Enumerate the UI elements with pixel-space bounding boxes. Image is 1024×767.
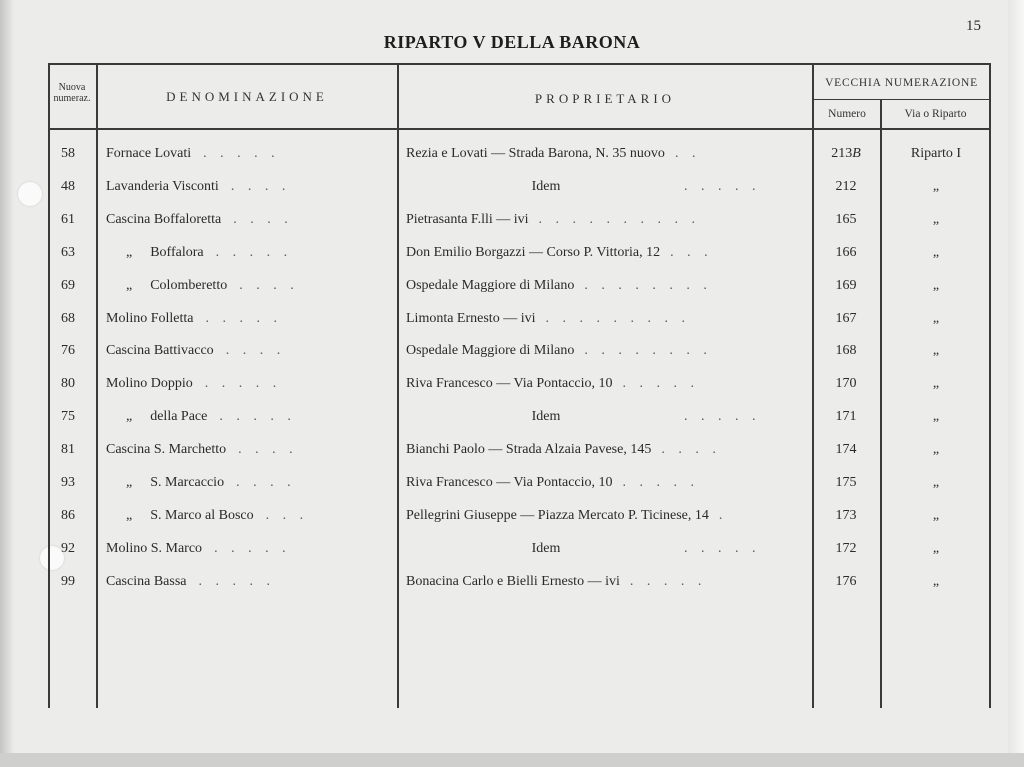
row-denominazione [106, 212, 396, 228]
row-denominazione [106, 541, 396, 557]
table-row [40, 206, 990, 238]
row-number: 93 [61, 475, 75, 490]
leader-dots: . . . [265, 507, 309, 523]
row-via-riparto: „ [932, 310, 940, 326]
row-vecchio-numero: 175 [835, 475, 857, 490]
leader-dots: . . . . . . . . . . [538, 211, 701, 227]
ditto-mark: „ [126, 409, 133, 425]
leader-dots: . . . . [239, 277, 299, 293]
proprietario-text: Bonacina Carlo e Bielli Ernesto — ivi [406, 573, 620, 589]
row-vecchio-numero: 173 [835, 507, 857, 523]
denominazione-text: Colomberetto [150, 277, 228, 293]
proprietario-text: Bianchi Paolo — Strada Alzaia Pavese, 145 [406, 442, 652, 458]
page-number: 15 [966, 18, 981, 34]
denominazione-text: S. Marcaccio [150, 475, 225, 490]
leader-dots: . . . . . [684, 178, 761, 194]
row-denominazione [106, 442, 396, 458]
header-bottom-rule [48, 128, 990, 130]
header-proprietario: PROPRIETARIO [534, 91, 676, 106]
table-row [40, 370, 990, 402]
row-via-riparto: „ [932, 409, 940, 425]
ditto-mark: „ [126, 507, 133, 523]
leader-dots: . . [674, 146, 701, 161]
proprietario-text: Ospedale Maggiore di Milano [406, 277, 575, 293]
denominazione-text: della Pace [150, 409, 208, 425]
denominazione-text: Cascina Bassa [106, 573, 187, 589]
table-row [40, 272, 990, 304]
denominazione-text: Molino S. Marco [106, 540, 203, 556]
row-via-riparto: „ [932, 277, 940, 293]
row-number: 81 [61, 442, 75, 458]
denominazione-text: Lavanderia Visconti [106, 178, 219, 194]
denominazione-text: S. Marco al Bosco [150, 507, 254, 523]
row-number: 68 [61, 310, 75, 326]
proprietario-text: Pietrasanta F.lli — ivi [406, 211, 529, 227]
leader-dots: . . . . . . . . [584, 343, 712, 359]
row-vecchio-numero: 165 [835, 211, 857, 227]
table-row [40, 535, 990, 567]
row-number: 63 [61, 244, 75, 260]
proprietario-text: Riva Francesco — Via Pontaccio, 10 [406, 475, 613, 490]
page-title: RIPARTO V DELLA BARONA [383, 32, 641, 52]
ditto-mark: „ [126, 475, 133, 490]
row-denominazione [106, 574, 396, 590]
table-row [40, 568, 990, 600]
row-number: 99 [61, 573, 75, 589]
leader-dots: . . . . . [198, 573, 275, 589]
row-proprietario [406, 245, 810, 261]
row-number: 61 [61, 211, 75, 227]
binding-shadow [0, 0, 14, 753]
proprietario-text: Ospedale Maggiore di Milano [406, 343, 575, 359]
proprietario-text: Idem [531, 409, 561, 425]
row-number: 76 [61, 343, 75, 359]
row-proprietario [406, 179, 686, 195]
proprietario-text: Idem [531, 540, 561, 556]
table-row [40, 173, 990, 205]
leader-dots: . . . . [233, 211, 293, 227]
leader-dots: . . . . . [219, 409, 296, 425]
proprietario-text: Rezia e Lovati — Strada Barona, N. 35 nuovo [406, 146, 665, 161]
leader-dots: . . . . [238, 442, 298, 458]
row-vecchio-numero: 170 [835, 376, 857, 392]
ditto-mark: „ [126, 277, 133, 293]
row-denominazione [106, 409, 396, 425]
row-proprietario [406, 574, 810, 590]
row-via-riparto: „ [932, 211, 940, 227]
row-number: 58 [61, 146, 75, 161]
ditto-mark: „ [126, 244, 133, 260]
leader-dots: . . . . [225, 343, 286, 359]
row-via-riparto: Riparto I [910, 146, 962, 161]
table-row [40, 436, 990, 468]
table-row [40, 502, 990, 534]
table-row [40, 140, 990, 172]
row-via-riparto: „ [932, 343, 940, 359]
row-proprietario [406, 146, 810, 162]
row-vecchio-numero: 166 [835, 244, 857, 260]
page-edge [1008, 0, 1024, 753]
row-via-riparto: „ [932, 573, 940, 589]
suffix-letter: B [852, 146, 861, 161]
row-proprietario [406, 212, 810, 228]
proprietario-text: Don Emilio Borgazzi — Corso P. Vittoria, 12 [406, 244, 661, 260]
row-proprietario [406, 278, 810, 294]
row-proprietario [406, 409, 686, 425]
row-proprietario [406, 475, 810, 491]
leader-dots: . . . [670, 244, 713, 260]
row-via-riparto: „ [932, 442, 940, 458]
leader-dots: . . . . [661, 442, 721, 458]
proprietario-text: Limonta Ernesto — ivi [406, 310, 536, 326]
leader-dots: . . . . . [629, 573, 707, 589]
row-number: 48 [61, 178, 75, 194]
row-denominazione [106, 146, 396, 162]
row-proprietario [406, 376, 810, 392]
denominazione-text: Molino Doppio [106, 376, 193, 392]
row-proprietario [406, 343, 810, 359]
header-denominazione: DENOMINAZIONE [166, 89, 328, 104]
leader-dots: . . . . [230, 178, 291, 194]
punch-hole [18, 182, 42, 206]
row-proprietario [406, 508, 810, 524]
row-vecchio-numero: 172 [835, 540, 857, 556]
leader-dots: . . . . . [684, 409, 761, 425]
denominazione-text: Cascina S. Marchetto [106, 442, 227, 458]
row-denominazione [106, 508, 396, 524]
row-number: 80 [61, 376, 75, 392]
header-vecchia-numerazione: VECCHIA NUMERAZIONE [825, 77, 978, 89]
header-numero: Numero [828, 108, 866, 120]
table-row [40, 469, 990, 501]
leader-dots: . . . . . . . . [584, 277, 712, 293]
row-vecchio-numero: 212 [835, 178, 857, 194]
row-denominazione [106, 278, 396, 294]
leader-dots: . . . . . [684, 540, 761, 556]
subheader-rule [812, 99, 990, 100]
table-row [40, 337, 990, 369]
leader-dots: . . . . . [215, 244, 293, 260]
header-nuova-numerazione: Nuova numeraz. [53, 82, 91, 104]
row-denominazione [106, 475, 396, 491]
table-row [40, 239, 990, 271]
row-via-riparto: „ [932, 376, 940, 392]
row-vecchio-numero: 168 [835, 343, 857, 359]
row-denominazione [106, 179, 396, 195]
proprietario-text: Idem [531, 178, 561, 194]
denominazione-text: Boffalora [150, 244, 204, 260]
row-denominazione [106, 376, 396, 392]
row-vecchio-numero: 174 [835, 442, 857, 458]
row-vecchio-numero: 167 [835, 310, 857, 326]
row-via-riparto: „ [932, 507, 940, 523]
denominazione-text: Cascina Battivacco [106, 343, 214, 359]
row-vecchio-numero: 213B [831, 146, 861, 161]
leader-dots: . . . . . [203, 146, 280, 161]
denominazione-text: Cascina Boffaloretta [106, 211, 222, 227]
row-number: 69 [61, 277, 75, 293]
row-number: 92 [61, 540, 75, 556]
row-proprietario [406, 311, 810, 327]
denominazione-text: Molino Folletta [106, 310, 194, 326]
row-vecchio-numero: 171 [835, 409, 857, 425]
leader-dots: . . . . . [204, 376, 282, 392]
leader-dots: . [718, 507, 728, 523]
header-via-riparto: Via o Riparto [904, 108, 967, 120]
leader-dots: . . . . . [205, 310, 282, 326]
scan-bottom-strip [0, 753, 1024, 767]
leader-dots: . . . . . [214, 540, 291, 556]
denominazione-text: Fornace Lovati [106, 146, 192, 161]
row-via-riparto: „ [932, 244, 940, 260]
leader-dots: . . . . . [622, 376, 700, 392]
leader-dots: . . . . . . . . . [545, 310, 690, 326]
row-denominazione [106, 245, 396, 261]
row-number: 75 [61, 409, 75, 425]
table-top-rule [48, 63, 990, 65]
row-via-riparto: „ [932, 475, 940, 490]
row-proprietario [406, 442, 810, 458]
row-via-riparto: „ [932, 178, 940, 194]
row-via-riparto: „ [932, 540, 940, 556]
row-vecchio-numero: 176 [835, 573, 857, 589]
table-row [40, 403, 990, 435]
proprietario-text: Pellegrini Giuseppe — Piazza Mercato P. Ticinese, 14 [406, 507, 709, 523]
row-proprietario [406, 541, 686, 557]
row-vecchio-numero: 169 [835, 277, 857, 293]
row-denominazione [106, 311, 396, 327]
proprietario-text: Riva Francesco — Via Pontaccio, 10 [406, 376, 613, 392]
table-row [40, 305, 990, 337]
leader-dots: . . . . . [622, 475, 700, 490]
row-denominazione [106, 343, 396, 359]
leader-dots: . . . . [236, 475, 296, 490]
row-number: 86 [61, 507, 75, 523]
